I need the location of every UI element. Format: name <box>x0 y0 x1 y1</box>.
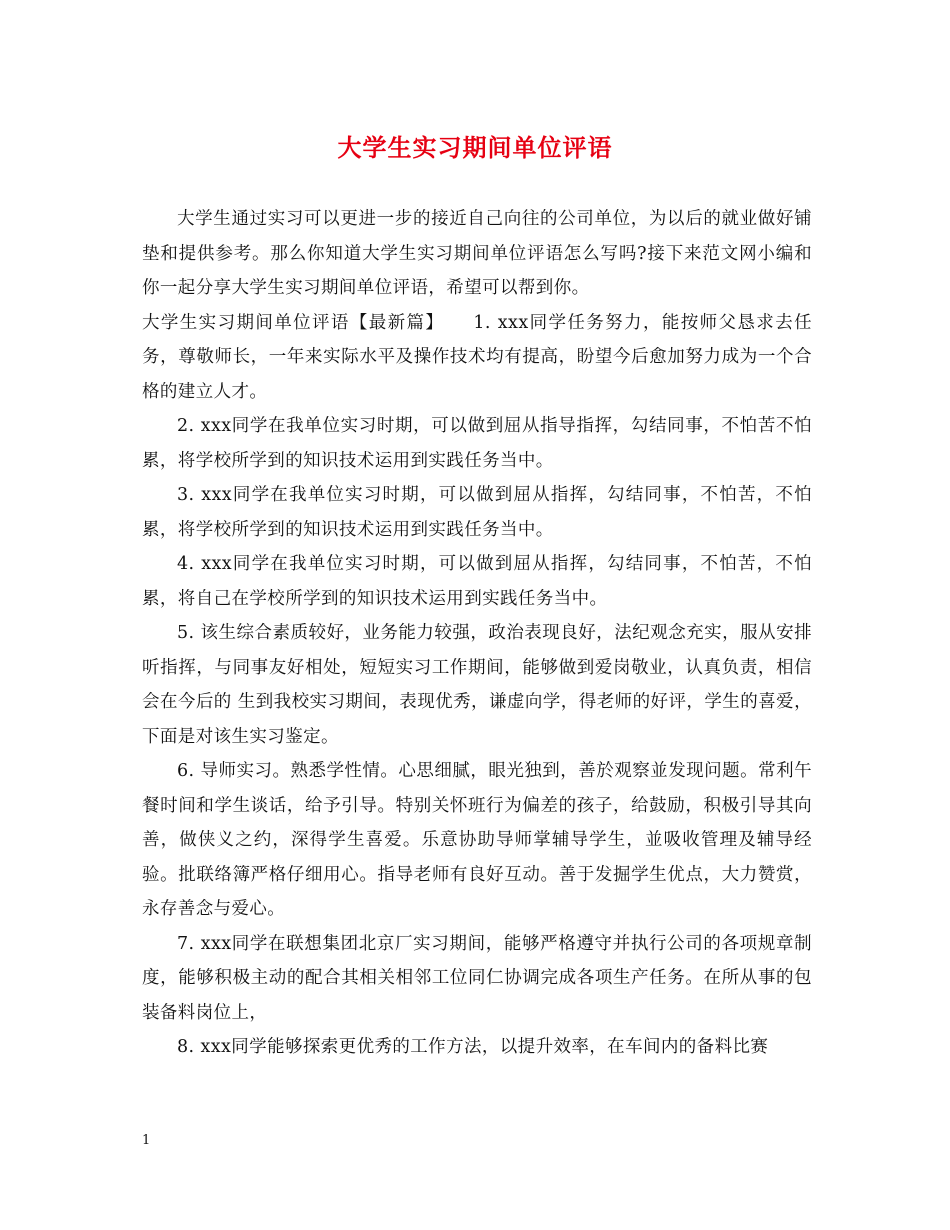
comment-item-5: 5. 该生综合素质较好，业务能力较强，政治表现良好，法纪观念充实，服从安排听指挥，与同事友好相处，短短实习工作期间，能够做到爱岗敬业，认真负责，相信会在今后的 生到我校实习期间，表现优秀，谦虚向学，得老师的好评，学生的喜爱，下面是对该生实习鉴定。 <box>142 623 812 747</box>
comment-item-8: 8. xxx同学能够探索更优秀的工作方法，以提升效率，在车间内的备料比赛 <box>177 1037 769 1057</box>
intro-paragraph: 大学生通过实习可以更进一步的接近自己向往的公司单位，为以后的就业做好铺垫和提供参考。那么你知道大学生实习期间单位评语怎么写吗?接下来范文网小编和你一起分享大学生实习期间单位评语，希望可以帮到你。 <box>142 209 812 298</box>
document-body <box>142 202 812 1065</box>
document-title: 大学生实习期间单位评语 <box>337 133 613 162</box>
page-number: 1 <box>142 1133 151 1148</box>
comment-item-2: 2. xxx同学在我单位实习时期，可以做到屈从指导指挥，勾结同事，不怕苦不怕累，将学校所学到的知识技术运用到实践任务当中。 <box>142 416 812 471</box>
comment-item-6: 6. 导师实习。熟悉学性情。心思细腻，眼光独到，善於观察並发现问题。常利午餐时间和学生谈话，给予引导。特别关怀班行为偏差的孩子，给鼓励，积极引导其向善，做侠义之约，深得学生喜爱。乐意协助导师掌辅导学生，並吸收管理及辅导经验。批联络簿严格仔细用心。指导老师有良好互动。善于发掘学生优点，大力赞赏，永存善念与爱心。 <box>142 761 812 919</box>
section-heading-paragraph: 大学生实习期间单位评语【最新篇】 1. xxx同学任务努力，能按师父恳求去任务，尊敬师长，一年来实际水平及操作技术均有提高，盼望今后愈加努力成为一个合格的建立人才。 <box>142 312 812 402</box>
comment-item-4: 4. xxx同学在我单位实习时期，可以做到屈从指挥，勾结同事，不怕苦，不怕累，将自己在学校所学到的知识技术运用到实践任务当中。 <box>142 554 812 609</box>
comment-item-7: 7. xxx同学在联想集团北京厂实习期间，能够严格遵守并执行公司的各项规章制度，能够积极主动的配合其相关相邻工位同仁协调完成各项生产任务。在所从事的包装备料岗位上， <box>142 933 812 1023</box>
comment-item-3: 3. xxx同学在我单位实习时期，可以做到屈从指挥，勾结同事，不怕苦，不怕累，将学校所学到的知识技术运用到实践任务当中。 <box>142 485 812 540</box>
